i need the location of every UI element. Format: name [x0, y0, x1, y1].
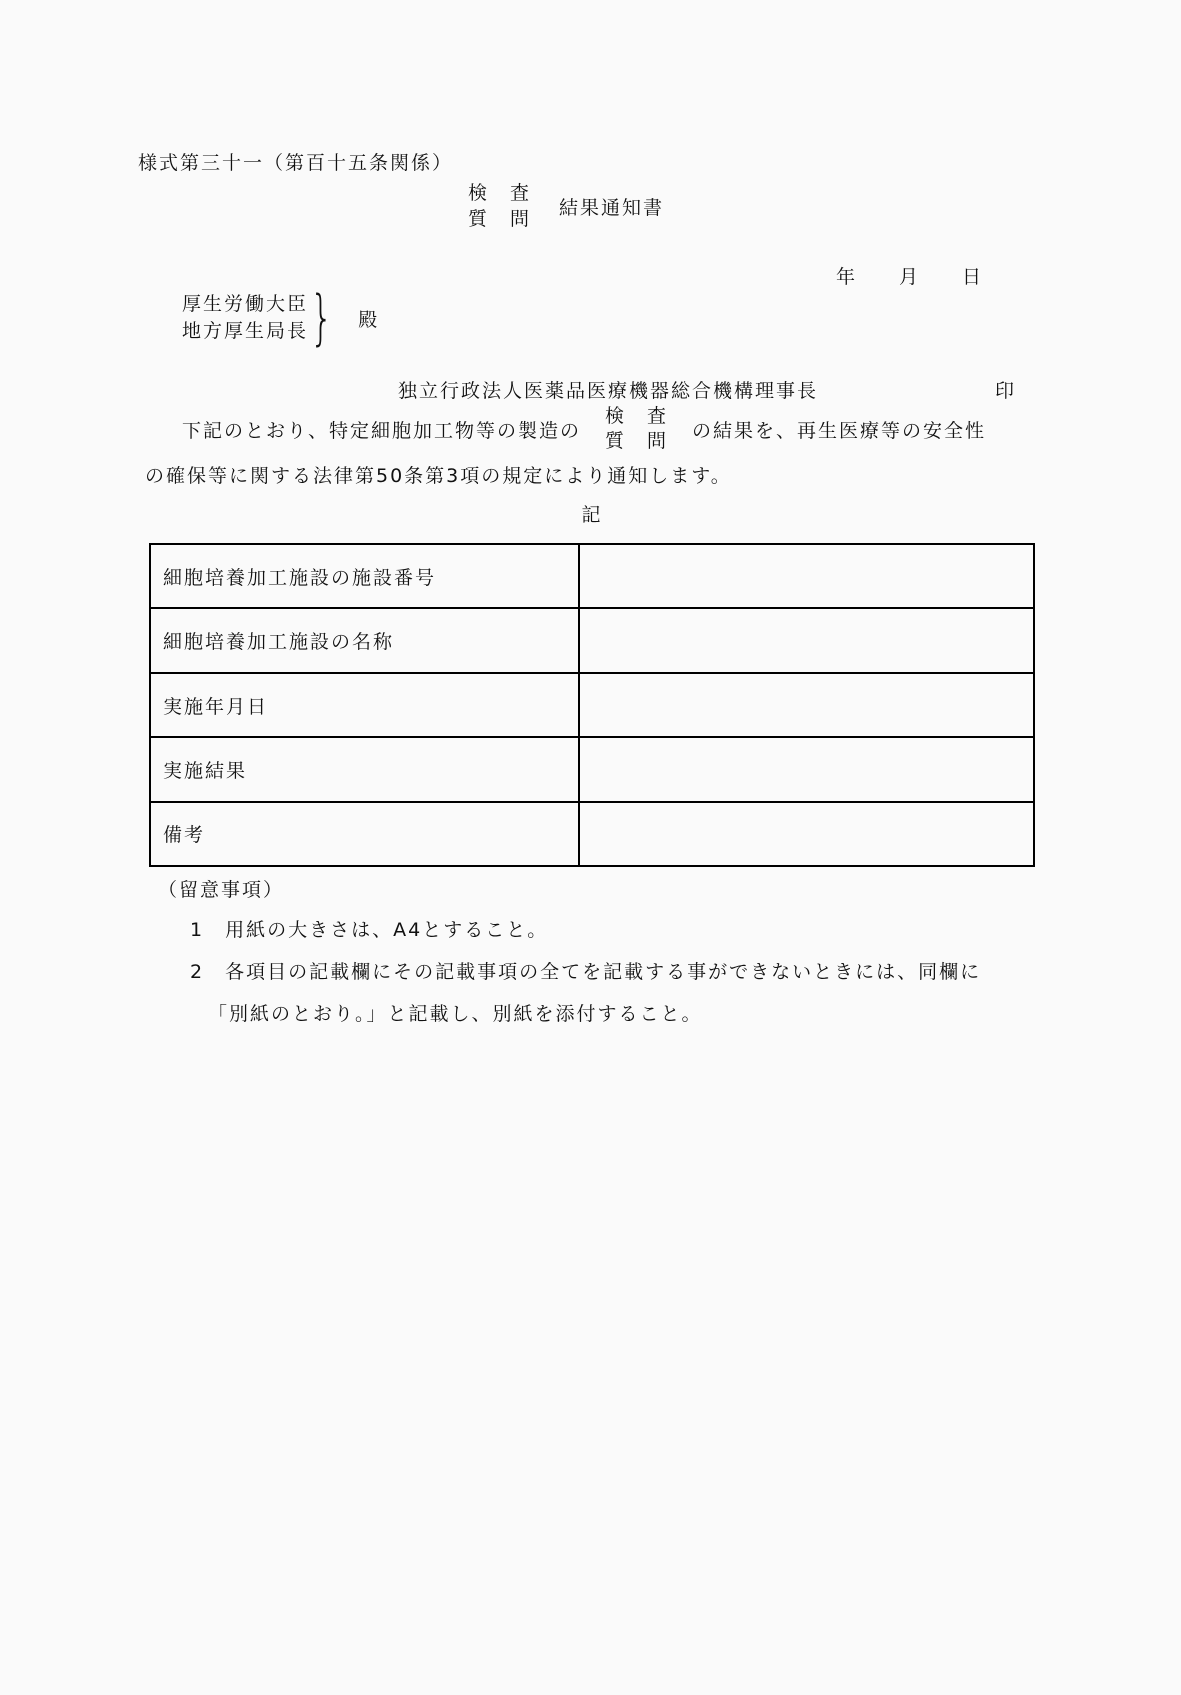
note-item-2-continued: 「別紙のとおり。」と記載し、別紙を添付すること。 [208, 1003, 703, 1025]
notes-heading: （留意事項） [158, 879, 285, 901]
row-label-cell [151, 545, 580, 607]
form-number: 様式第三十一（第百十五条関係） [138, 152, 454, 174]
body-fraction-bottom: 質 問 [605, 430, 669, 452]
note-text: 用紙の大きさは、A4とすること。 [225, 919, 549, 941]
note-item-1 [190, 915, 548, 942]
sender-name: 独立行政法人医薬品医療機器総合機構理事長 [398, 380, 819, 402]
addressee-names [182, 291, 308, 345]
date-line: 年 月 日 [836, 266, 984, 288]
row-value-cell [580, 738, 1033, 800]
body-fraction-top: 検 査 [605, 405, 669, 427]
table-row [151, 674, 1033, 738]
table-row [151, 803, 1033, 865]
title-text: 結果通知書 [559, 196, 665, 219]
row-label-cell [151, 803, 580, 865]
row-label: 細胞培養加工施設の施設番号 [163, 566, 437, 589]
row-label: 備考 [163, 824, 206, 847]
row-label-cell [151, 674, 580, 736]
table-row [151, 738, 1033, 802]
row-value-cell [580, 674, 1033, 736]
body-text-after: の結果を、再生医療等の安全性 [692, 419, 987, 442]
row-label: 細胞培養加工施設の名称 [163, 631, 395, 654]
row-label: 実施結果 [163, 759, 248, 782]
row-label-cell [151, 738, 580, 800]
details-table [149, 543, 1035, 867]
record-marker: 記 [581, 504, 603, 526]
row-value-cell [580, 609, 1033, 671]
note-number: 1 [190, 919, 205, 941]
addressee-name-2: 地方厚生局長 [182, 320, 309, 342]
row-value-cell [580, 545, 1033, 607]
body-paragraph-line2: の確保等に関する法律第50条第3項の規定により通知します。 [145, 465, 732, 487]
body-text-before: 下記のとおり、特定細胞加工物等の製造の [182, 419, 582, 442]
addressee-block [182, 283, 380, 353]
note-number: 2 [190, 961, 205, 983]
body-fraction [605, 404, 668, 454]
body-paragraph-line1 [182, 404, 986, 454]
row-label-cell [151, 609, 580, 671]
table-row [151, 609, 1033, 673]
row-value-cell [580, 803, 1033, 865]
title-fraction [468, 180, 531, 232]
document-title [468, 180, 664, 232]
seal-mark: 印 [995, 380, 1017, 402]
note-item-2 [190, 957, 981, 984]
honorific-label: 殿 [358, 308, 380, 331]
title-fraction-bottom: 質 問 [468, 208, 532, 230]
row-label: 実施年月日 [163, 695, 269, 718]
note-text: 各項目の記載欄にその記載事項の全てを記載する事ができないときには、同欄に [225, 961, 982, 983]
title-fraction-top: 検 査 [468, 182, 532, 204]
table-row [151, 545, 1033, 609]
addressee-brace: } [310, 283, 333, 353]
addressee-name-1: 厚生労働大臣 [182, 293, 309, 315]
